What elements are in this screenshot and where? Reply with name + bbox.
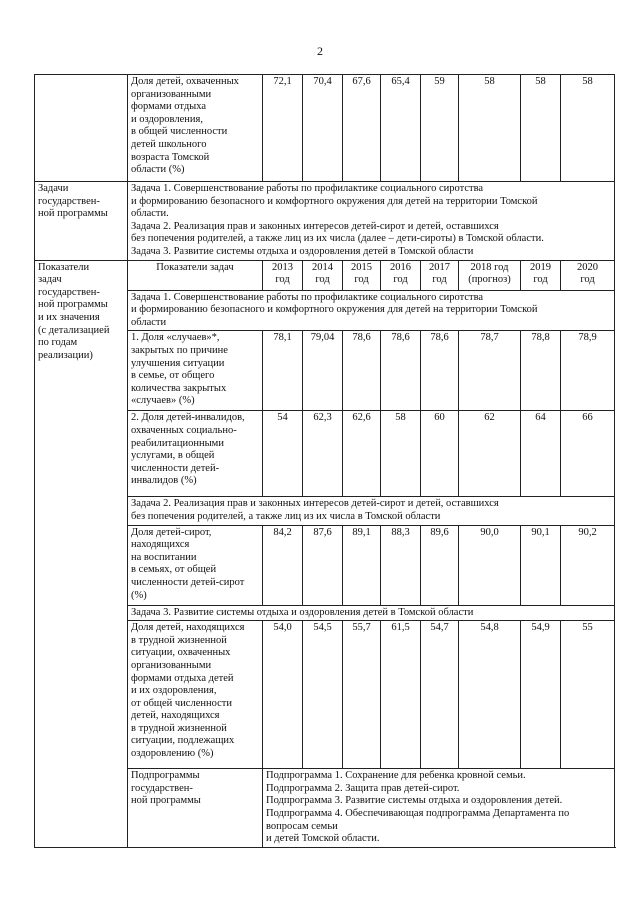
value-cell: 64 — [521, 411, 561, 497]
value-cell: 62 — [459, 411, 521, 497]
task3-title: Задача 3. Развитие системы отдыха и оздоровления детей в Томской области — [128, 605, 615, 621]
value-cell: 60 — [421, 411, 459, 497]
state-program-table — [34, 74, 615, 848]
value-cell: 58 — [459, 75, 521, 182]
value-cell: 78,9 — [561, 331, 615, 411]
task2-title: Задача 2. Реализация прав и законных интересов детей-сирот и детей, оставшихся без попечения родителей, а также лиц из их числа в Томской области — [128, 497, 615, 525]
indicators-label: Показатели задач государствен- ной программы и их значения (с детализацией по годам реализации) — [35, 260, 128, 847]
value-cell: 54,8 — [459, 621, 521, 769]
value-cell: 66 — [561, 411, 615, 497]
year-header: 2014 год — [303, 260, 343, 290]
value-cell: 78,8 — [521, 331, 561, 411]
value-cell: 54,5 — [303, 621, 343, 769]
year-header: 2015 год — [343, 260, 381, 290]
task1-title: Задача 1. Совершенствование работы по профилактике социального сиротства и формированию безопасного и комфортного окружения для детей на территории Томской области — [128, 290, 615, 331]
value-cell: 59 — [421, 75, 459, 182]
value-cell: 84,2 — [263, 525, 303, 605]
value-cell: 54,9 — [521, 621, 561, 769]
value-cell: 70,4 — [303, 75, 343, 182]
year-header: 2017 год — [421, 260, 459, 290]
page-number: 2 — [317, 44, 323, 58]
value-cell: 89,6 — [421, 525, 459, 605]
tasks-label: Задачи государствен- ной программы — [35, 182, 128, 261]
indicator-description: Доля детей, охваченных организованными формами отдыха и оздоровления, в общей численности детей школьного возраста Томской области (%) — [128, 75, 263, 182]
tasks-text: Задача 1. Совершенствование работы по профилактике социального сиротства и формированию безопасного и комфортного окружения для детей на территории Томской области. Задача 2. Реализация прав и законных интересов детей-сирот и детей, оставшихся без попечения родителей, а также лиц из их числа (далее – дети-сироты) в Томской области. Задача 3. Развитие системы отдыха и оздоровления детей в Томской области — [128, 182, 615, 261]
top-indicator-row — [35, 75, 615, 182]
value-cell: 90,1 — [521, 525, 561, 605]
year-header: 2018 год (прогноз) — [459, 260, 521, 290]
year-header: 2020 год — [561, 260, 615, 290]
value-cell: 78,6 — [421, 331, 459, 411]
subprograms-label: Подпрограммы государствен- ной программы — [128, 769, 263, 848]
value-cell: 62,6 — [343, 411, 381, 497]
value-cell: 78,6 — [343, 331, 381, 411]
value-cell: 78,6 — [381, 331, 421, 411]
empty-label-cell — [35, 75, 128, 182]
value-cell: 89,1 — [343, 525, 381, 605]
value-cell: 65,4 — [381, 75, 421, 182]
indicator-description: 1. Доля «случаев»*, закрытых по причине улучшения ситуации в семье, от общего количества закрытых «случаев» (%) — [128, 331, 263, 411]
indicators-header-row — [35, 260, 615, 290]
indicator-description: Доля детей-сирот, находящихся на воспитании в семьях, от общей численности детей-сирот (%) — [128, 525, 263, 605]
year-header: 2016 год — [381, 260, 421, 290]
year-header: 2013 год — [263, 260, 303, 290]
value-cell: 79,04 — [303, 331, 343, 411]
value-cell: 54,0 — [263, 621, 303, 769]
value-cell: 55 — [561, 621, 615, 769]
year-header: 2019 год — [521, 260, 561, 290]
value-cell: 58 — [521, 75, 561, 182]
indicators-header-title: Показатели задач — [128, 260, 263, 290]
value-cell: 90,2 — [561, 525, 615, 605]
value-cell: 58 — [381, 411, 421, 497]
subprograms-text: Подпрограмма 1. Сохранение для ребенка кровной семьи. Подпрограмма 2. Защита прав детей-сирот. Подпрограмма 3. Развитие системы отдыха и оздоровления детей. Подпрограмма 4. Обеспечивающая подпрограмма Департамента по вопросам семьи и детей Томской области. — [263, 769, 615, 848]
indicator-description: 2. Доля детей-инвалидов, охваченных социально- реабилитационными услугами, в общей численности детей- инвалидов (%) — [128, 411, 263, 497]
value-cell: 88,3 — [381, 525, 421, 605]
value-cell: 67,6 — [343, 75, 381, 182]
value-cell: 78,1 — [263, 331, 303, 411]
value-cell: 62,3 — [303, 411, 343, 497]
tasks-row — [35, 182, 615, 261]
value-cell: 54,7 — [421, 621, 459, 769]
value-cell: 72,1 — [263, 75, 303, 182]
indicator-description: Доля детей, находящихся в трудной жизненной ситуации, охваченных организованными формами отдыха детей и их оздоровления, от общей численности детей, находящихся в трудной жизненной ситуации, подлежащих оздоровлению (%) — [128, 621, 263, 769]
value-cell: 58 — [561, 75, 615, 182]
value-cell: 87,6 — [303, 525, 343, 605]
value-cell: 90,0 — [459, 525, 521, 605]
value-cell: 78,7 — [459, 331, 521, 411]
value-cell: 55,7 — [343, 621, 381, 769]
value-cell: 61,5 — [381, 621, 421, 769]
value-cell: 54 — [263, 411, 303, 497]
